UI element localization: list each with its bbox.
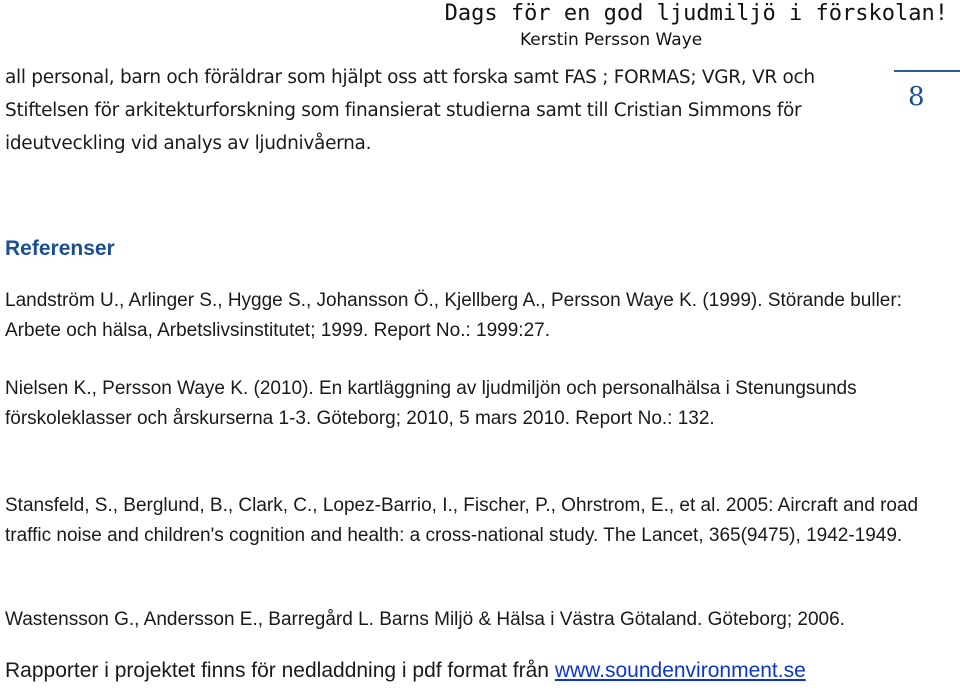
reference-item: Wastensson G., Andersson E., Barregård L. Barns Miljö & Hälsa i Västra Götaland. Göteborg; 2006. [5, 609, 845, 630]
footer-note [5, 656, 806, 686]
website-link[interactable]: www.soundenvironment.se [554, 659, 806, 682]
footer-text: Rapporter i projektet finns för nedladdning i pdf format från [5, 659, 555, 682]
reference-item: Nielsen K., Persson Waye K. (2010). En kartläggning av ljudmiljön och personalhälsa i Stenungsunds förskoleklasser och årskurserna 1-3. Göteborg; 2010, 5 mars 2010. Report No.: 132. [5, 378, 857, 429]
reference-item: Landström U., Arlinger S., Hygge S., Johansson Ö., Kjellberg A., Persson Waye K. (1999). Störande buller: Arbete och hälsa, Arbetslivsinstitutet; 1999. Report No.: 1999:27. [5, 290, 902, 341]
page-number-rule [894, 70, 960, 72]
reference-item: Stansfeld, S., Berglund, B., Clark, C., Lopez-Barrio, I., Fischer, P., Ohrstrom, E., et al. 2005: Aircraft and road traffic noise and children's cognition and health: a cross-national study. The Lancet, 365(9475), 1942-1949. [5, 495, 919, 546]
references-heading: Referenser [5, 237, 115, 260]
page-number: 8 [908, 82, 925, 112]
author-name: Kerstin Persson Waye [520, 30, 703, 50]
document-title: Dags för en god ljudmiljö i förskolan! [444, 1, 948, 26]
intro-paragraph: all personal, barn och föräldrar som hjälpt oss att forska samt FAS ; FORMAS; VGR, VR och Stiftelsen för arkitekturforskning som finansierat studierna samt till Cristian Simmons för ideutveckling vid analys av ljudnivåerna. [5, 67, 815, 154]
